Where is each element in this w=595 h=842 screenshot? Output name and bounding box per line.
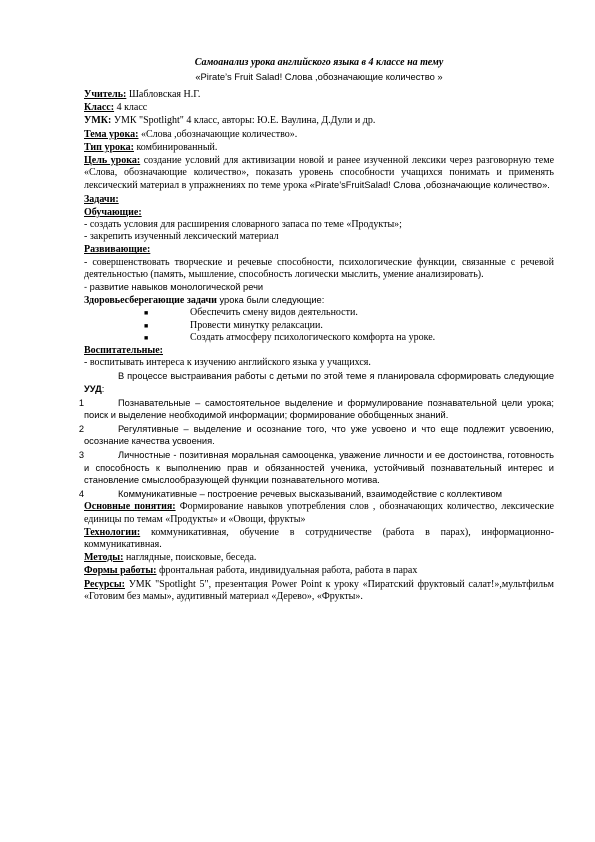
technologies-value: коммуникативная, обучение в сотрудничестве (работа в парах), информационно-коммуникативная. [84, 526, 554, 551]
goal-label: Цель урока: [84, 155, 141, 167]
uud-list [78, 397, 554, 501]
health-bullet-text: Провести минутку релаксации. [190, 319, 323, 331]
health-label: Здоровьесберегающие задачи [84, 295, 217, 307]
developing-item-2: - развитие навыков монологической речи [84, 282, 264, 293]
health-value: урока были следующие: [216, 295, 325, 306]
goal-paragraph [84, 155, 554, 193]
document-content [78, 57, 555, 603]
developing-heading: Развивающие: [84, 244, 151, 256]
developing-item-1: - совершенствовать творческие и речевые способности, психологические функции, связанные с речевой деятельностью (память, мышление, способность логически мыслить, умение анализировать). [84, 256, 554, 280]
work-forms-value: фронтальная работа, индивидуальная работа, работа в парах [156, 565, 418, 577]
umk-value: УМК "Spotlight" 4 класс, авторы: Ю.Е. Ваулина, Д.Дули и др. [111, 115, 376, 127]
list-item [144, 307, 554, 319]
tasks-heading: Задачи: [84, 193, 119, 205]
uud-intro [84, 370, 554, 395]
concepts-value: Формирование навыков употребления слов , обозначающих количество, лексические единицы по темам «Продукты» и «Овощи, фрукты» [84, 501, 554, 525]
uud-item [78, 423, 554, 448]
work-forms-line [84, 565, 554, 577]
lesson-type-line [84, 142, 554, 154]
resources-label: Ресурсы: [84, 578, 125, 590]
uud-item-number: 1 [78, 397, 84, 408]
lesson-type-value: комбинированный. [133, 141, 218, 153]
topic-value: «Слова ,обозначающие количество». [138, 128, 298, 140]
list-item [144, 320, 554, 332]
health-line [84, 294, 554, 307]
resources-value: УМК "Spotlight 5", презентация Power Point к уроку «Пиратский фруктовый салат!»,мультфильм «Готовим без мамы», аудитивный материал «Дерево», «Фрукты». [84, 578, 554, 602]
methods-label: Методы: [84, 552, 124, 564]
umk-label: УМК: [84, 115, 112, 127]
grade-line [84, 102, 554, 114]
educational-heading: Обучающие: [84, 206, 142, 218]
umk-line [84, 115, 554, 127]
topic-label: Тема урока: [84, 128, 139, 140]
teacher-label: Учитель: [84, 89, 127, 100]
methods-value: наглядные, поисковые, беседа. [123, 552, 257, 564]
work-forms-label: Формы работы: [84, 565, 157, 577]
bullet-square-icon: ■ [144, 309, 149, 318]
teacher-value: Шабловская Н.Г. [126, 89, 201, 100]
technologies-paragraph [84, 527, 554, 551]
health-bullet-text: Обеспечить смену видов деятельности. [190, 307, 358, 319]
uud-item [78, 449, 554, 487]
list-item [144, 332, 554, 344]
grade-value: 4 класс [114, 102, 148, 114]
uud-item [78, 397, 554, 422]
uud-item-number: 3 [78, 450, 84, 461]
document-title: Самоанализ урока английского языка в 4 классе на тему [194, 57, 444, 68]
concepts-label: Основные понятия: [84, 501, 176, 513]
bullet-square-icon: ■ [144, 321, 149, 330]
upbringing-heading: Воспитательные: [84, 345, 163, 357]
uud-intro-end: : [101, 384, 105, 395]
goal-tail: «Pirate’sFruitSalad! Слова ,обозначающие количество». [309, 180, 550, 191]
uud-item-text: Личностные - позитивная моральная самооценка, уважение личности и ее достоинства, готовность и способность к выполнению прав и обязанностей ученика, устойчивый познавательный интерес и становление смыслообразующей функции познавательного мотива. [84, 450, 554, 486]
educational-item-2: - закрепить изученный лексический материал [84, 231, 279, 243]
health-bullet-list [84, 307, 554, 344]
uud-intro-bold: УУД [84, 384, 102, 395]
educational-item-1: - создать условия для расширения словарного запаса по теме «Продукты»; [84, 219, 402, 231]
uud-item-number: 4 [78, 488, 84, 499]
uud-item-number: 2 [78, 423, 84, 434]
lesson-type-label: Тип урока: [84, 141, 134, 153]
uud-intro-start: В процессе выстраивания работы с детьми по этой теме я планировала сформировать следующие [118, 371, 554, 382]
goal-value: создание условий для активизации новой и ранее изученной лексики через разговорную теме «Слова, обозначающие количество», показать уровень способности учащихся понимать и применять лексический материал в упражнениях по теме урока [84, 155, 555, 192]
uud-item-text: Познавательные – самостоятельное выделение и формулирование познавательной цели урока; поиск и выделение необходимой информации; формирование обобщенных знаний. [84, 397, 554, 421]
grade-label: Класс: [84, 102, 115, 114]
bullet-square-icon: ■ [144, 333, 149, 342]
document-subtitle: «Pirate’s Fruit Salad! Слова ,обозначающие количество » [195, 71, 443, 82]
topic-line [84, 129, 554, 141]
uud-item [78, 488, 554, 501]
methods-line [84, 552, 554, 564]
uud-item-text: Коммуникативные – построение речевых высказываний, взаимодействие с коллективом [118, 488, 503, 499]
resources-paragraph [84, 579, 554, 603]
uud-item-text: Регулятивные – выделение и осознание того, что уже усвоено и что еще подлежит усвоению, осознание качества усвоения. [84, 423, 554, 447]
upbringing-item: - воспитывать интереса к изучению английского языка у учащихся. [84, 357, 371, 369]
concepts-paragraph [84, 501, 554, 525]
technologies-label: Технологии: [84, 526, 141, 538]
teacher-line [84, 89, 554, 101]
health-bullet-text: Создать атмосферу психологического комфорта на уроке. [190, 331, 436, 343]
